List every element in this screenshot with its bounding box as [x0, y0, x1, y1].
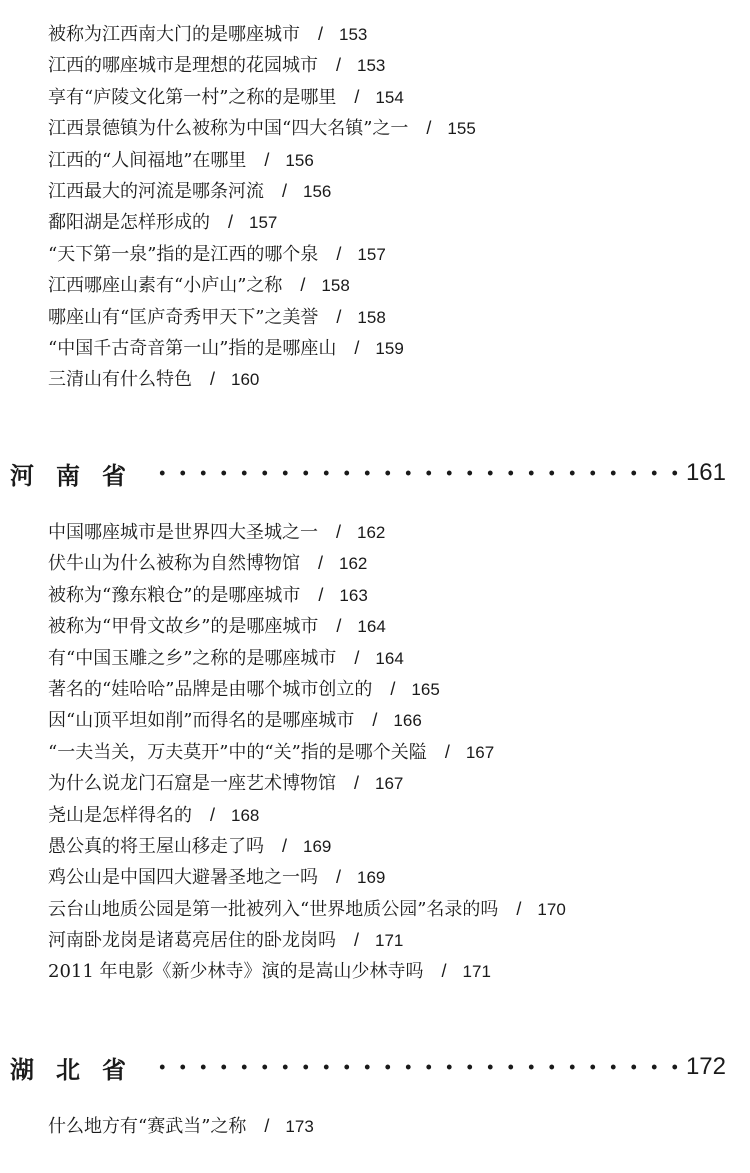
entry-page-number: 157: [249, 213, 278, 233]
entry-page-number: 153: [357, 56, 386, 76]
entry-separator: /: [336, 306, 342, 327]
entry-title: “天下第一泉”指的是江西的哪个泉: [48, 243, 319, 265]
entry-page-number: 155: [447, 119, 476, 139]
entry-separator: /: [354, 86, 360, 107]
entry-title: 被称为江西南大门的是哪座城市: [48, 24, 300, 45]
entry-separator: /: [444, 741, 450, 762]
entry-separator: /: [336, 522, 342, 542]
entry-page-number: 171: [462, 962, 491, 982]
entry-page-number: 158: [321, 276, 350, 296]
entry-separator: /: [336, 243, 342, 264]
entry-page-number: 164: [375, 648, 404, 668]
entry-page-number: 163: [339, 585, 368, 605]
toc-entry: [48, 1111, 314, 1142]
entry-page-number: 162: [339, 554, 368, 574]
entry-title: 三清山有什么特色: [48, 369, 192, 391]
toc-entry: [48, 207, 476, 238]
entry-page-number: 154: [375, 87, 404, 107]
entry-title: 河南卧龙岗是诸葛亮居住的卧龙岗吗: [48, 930, 336, 952]
entry-separator: /: [264, 1116, 270, 1136]
entry-separator: /: [516, 898, 522, 919]
entry-title: 有“中国玉雕之乡”之称的是哪座城市: [48, 647, 337, 669]
dot-leader: [152, 1064, 678, 1070]
entry-page-number: 173: [285, 1117, 314, 1136]
entry-title: 2011 年电影《新少林寺》演的是嵩山少林寺吗: [48, 961, 424, 983]
entry-page-number: 165: [411, 679, 440, 699]
toc-entry: [48, 643, 566, 674]
entry-page-number: 157: [357, 244, 386, 264]
entry-separator: /: [336, 55, 342, 76]
toc-entry: [48, 674, 566, 705]
entry-title: 伏牛山为什么被称为自然博物馆: [48, 553, 300, 575]
entry-page-number: 156: [303, 181, 332, 201]
entry-title: 什么地方有“赛武当”之称: [48, 1116, 247, 1137]
toc-entry: [48, 548, 566, 579]
entry-separator: /: [354, 773, 360, 794]
entry-page-number: 169: [303, 836, 332, 856]
toc-entry: [48, 302, 476, 333]
entry-title: 中国哪座城市是世界四大圣城之一: [48, 522, 318, 543]
toc-entry: [48, 364, 476, 395]
entry-page-number: 167: [375, 774, 404, 794]
toc-entry: [48, 239, 476, 270]
toc-entry: [48, 611, 566, 642]
entry-separator: /: [228, 212, 234, 233]
entry-page-number: 159: [375, 338, 404, 358]
entry-title: 江西最大的河流是哪条河流: [48, 180, 264, 202]
toc-entry: [48, 580, 566, 611]
entry-separator: /: [210, 369, 216, 390]
entry-separator: /: [318, 24, 324, 44]
toc-entry: [48, 925, 566, 956]
toc-entry: [48, 894, 566, 925]
entry-title: 江西的哪座城市是理想的花园城市: [48, 55, 318, 77]
toc-entry: [48, 270, 476, 301]
entry-page-number: 168: [231, 805, 260, 825]
entry-separator: /: [354, 930, 360, 951]
section-page-number: 161: [685, 459, 726, 486]
entry-separator: /: [426, 118, 432, 139]
toc-entries-jiangxi: [48, 19, 476, 396]
toc-entry: [48, 800, 566, 831]
entry-page-number: 158: [357, 307, 386, 327]
toc-entry: [48, 113, 476, 144]
entry-title: 愚公真的将王屋山移走了吗: [48, 835, 264, 857]
entry-title: 因“山顶平坦如削”而得名的是哪座城市: [48, 710, 355, 732]
toc-entry: [48, 333, 476, 364]
entry-separator: /: [300, 275, 306, 296]
entry-separator: /: [441, 961, 447, 982]
entry-separator: /: [354, 337, 360, 358]
entry-separator: /: [354, 647, 360, 668]
entry-separator: /: [390, 678, 396, 699]
entry-separator: /: [282, 180, 288, 201]
entry-title: 鸡公山是中国四大避暑圣地之一吗: [48, 867, 318, 889]
entry-page-number: 169: [357, 868, 386, 888]
toc-entry: [48, 19, 476, 50]
toc-entry: [48, 831, 566, 862]
toc-entry: [48, 50, 476, 81]
entry-page-number: 170: [537, 899, 566, 919]
entry-page-number: 160: [231, 370, 260, 390]
entry-separator: /: [318, 584, 324, 605]
toc-entry: [48, 737, 566, 768]
entry-page-number: 153: [339, 25, 368, 44]
section-title: 湖北省: [10, 1056, 148, 1084]
entry-title: 享有“庐陵文化第一村”之称的是哪里: [48, 86, 337, 108]
entry-separator: /: [372, 710, 378, 731]
entry-page-number: 162: [357, 523, 386, 542]
section-heading-henan: [10, 453, 726, 493]
toc-entry: [48, 956, 566, 987]
entry-page-number: 167: [465, 742, 495, 762]
section-heading-hubei: [10, 1047, 726, 1087]
entry-title: 为什么说龙门石窟是一座艺术博物馆: [48, 773, 336, 795]
entry-title: 云台山地质公园是第一批被列入“世界地质公园”名录的吗: [48, 898, 499, 920]
entry-title: 鄱阳湖是怎样形成的: [48, 212, 210, 234]
entry-separator: /: [336, 616, 342, 637]
toc-entry: [48, 145, 476, 176]
toc-entry: [48, 517, 566, 548]
toc-entry: [48, 862, 566, 893]
entry-title: 被称为“豫东粮仓”的是哪座城市: [48, 584, 301, 606]
entry-title: 江西哪座山素有“小庐山”之称: [48, 275, 283, 297]
toc-entries-henan: [48, 517, 566, 988]
entry-title: 哪座山有“匡庐奇秀甲天下”之美誉: [48, 306, 319, 328]
entry-title: 江西的“人间福地”在哪里: [48, 149, 247, 171]
toc-entry: [48, 768, 566, 799]
entry-page-number: 171: [375, 931, 404, 951]
entry-separator: /: [318, 553, 324, 574]
entry-separator: /: [282, 835, 288, 856]
section-page-number: 172: [685, 1053, 726, 1080]
section-title: 河南省: [10, 462, 148, 490]
entry-title: “中国千古奇音第一山”指的是哪座山: [48, 337, 337, 359]
entry-page-number: 164: [357, 617, 386, 637]
toc-entry: [48, 705, 566, 736]
toc-entries-hubei: [48, 1111, 314, 1142]
entry-title: “一夫当关，万夫莫开”中的“关”指的是哪个关隘: [48, 741, 427, 763]
toc-entry: [48, 176, 476, 207]
entry-title: 著名的“娃哈哈”品牌是由哪个城市创立的: [48, 678, 373, 700]
entry-separator: /: [264, 149, 270, 170]
entry-title: 尧山是怎样得名的: [48, 804, 192, 826]
entry-title: 江西景德镇为什么被称为中国“四大名镇”之一: [48, 118, 409, 140]
entry-title: 被称为“甲骨文故乡”的是哪座城市: [48, 616, 319, 638]
dot-leader: [152, 470, 678, 476]
entry-separator: /: [336, 867, 342, 888]
toc-entry: [48, 82, 476, 113]
entry-page-number: 156: [285, 150, 314, 170]
entry-separator: /: [210, 804, 216, 825]
entry-page-number: 166: [393, 711, 422, 731]
